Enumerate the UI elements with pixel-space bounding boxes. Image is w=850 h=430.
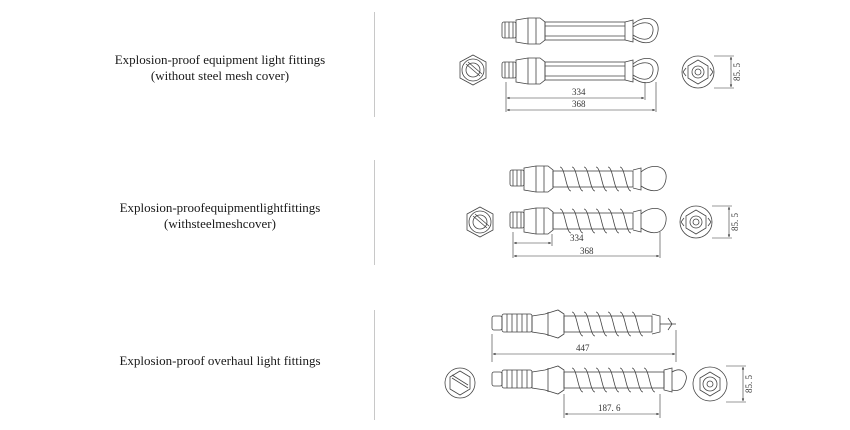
row3-title-line1: Explosion-proof overhaul light fittings [119,353,321,368]
row3-fixture-bottom [492,366,686,394]
row1-end-view-right [682,56,714,88]
row2-title-line2: (withsteelmeshcover) [164,216,276,231]
row1-dim-a: 334 [572,87,586,97]
row1-dim-side: 85. 5 [732,63,742,81]
row1-fixture-top [502,18,658,44]
row2-dim-b: 368 [580,246,594,256]
row1-title-line1: Explosion-proof equipment light fittings [114,52,326,67]
row2-dim-side: 85. 5 [730,213,740,231]
row3-dim-b: 187. 6 [598,403,621,413]
row1-dim-b: 368 [572,99,586,109]
row3-fixture-top [492,310,676,338]
row2-end-view-left [467,207,493,237]
row1-end-view-left [460,55,486,85]
row1-title-line2: (without steel mesh cover) [150,68,290,83]
row2-dim-a: 334 [570,233,584,243]
row2-end-view-right [680,206,712,238]
row1-fixture-bottom [502,58,658,84]
row2-fixture-bottom [510,208,666,234]
row3-dim-side: 85. 5 [744,375,754,393]
row3-end-view-right [693,367,727,401]
row3-dim-a: 447 [576,343,590,353]
row2-fixture-top [510,166,666,192]
row3-end-view-left [445,368,475,398]
row2-title-line1: Explosion-proofequipmentlightfittings [119,200,321,215]
